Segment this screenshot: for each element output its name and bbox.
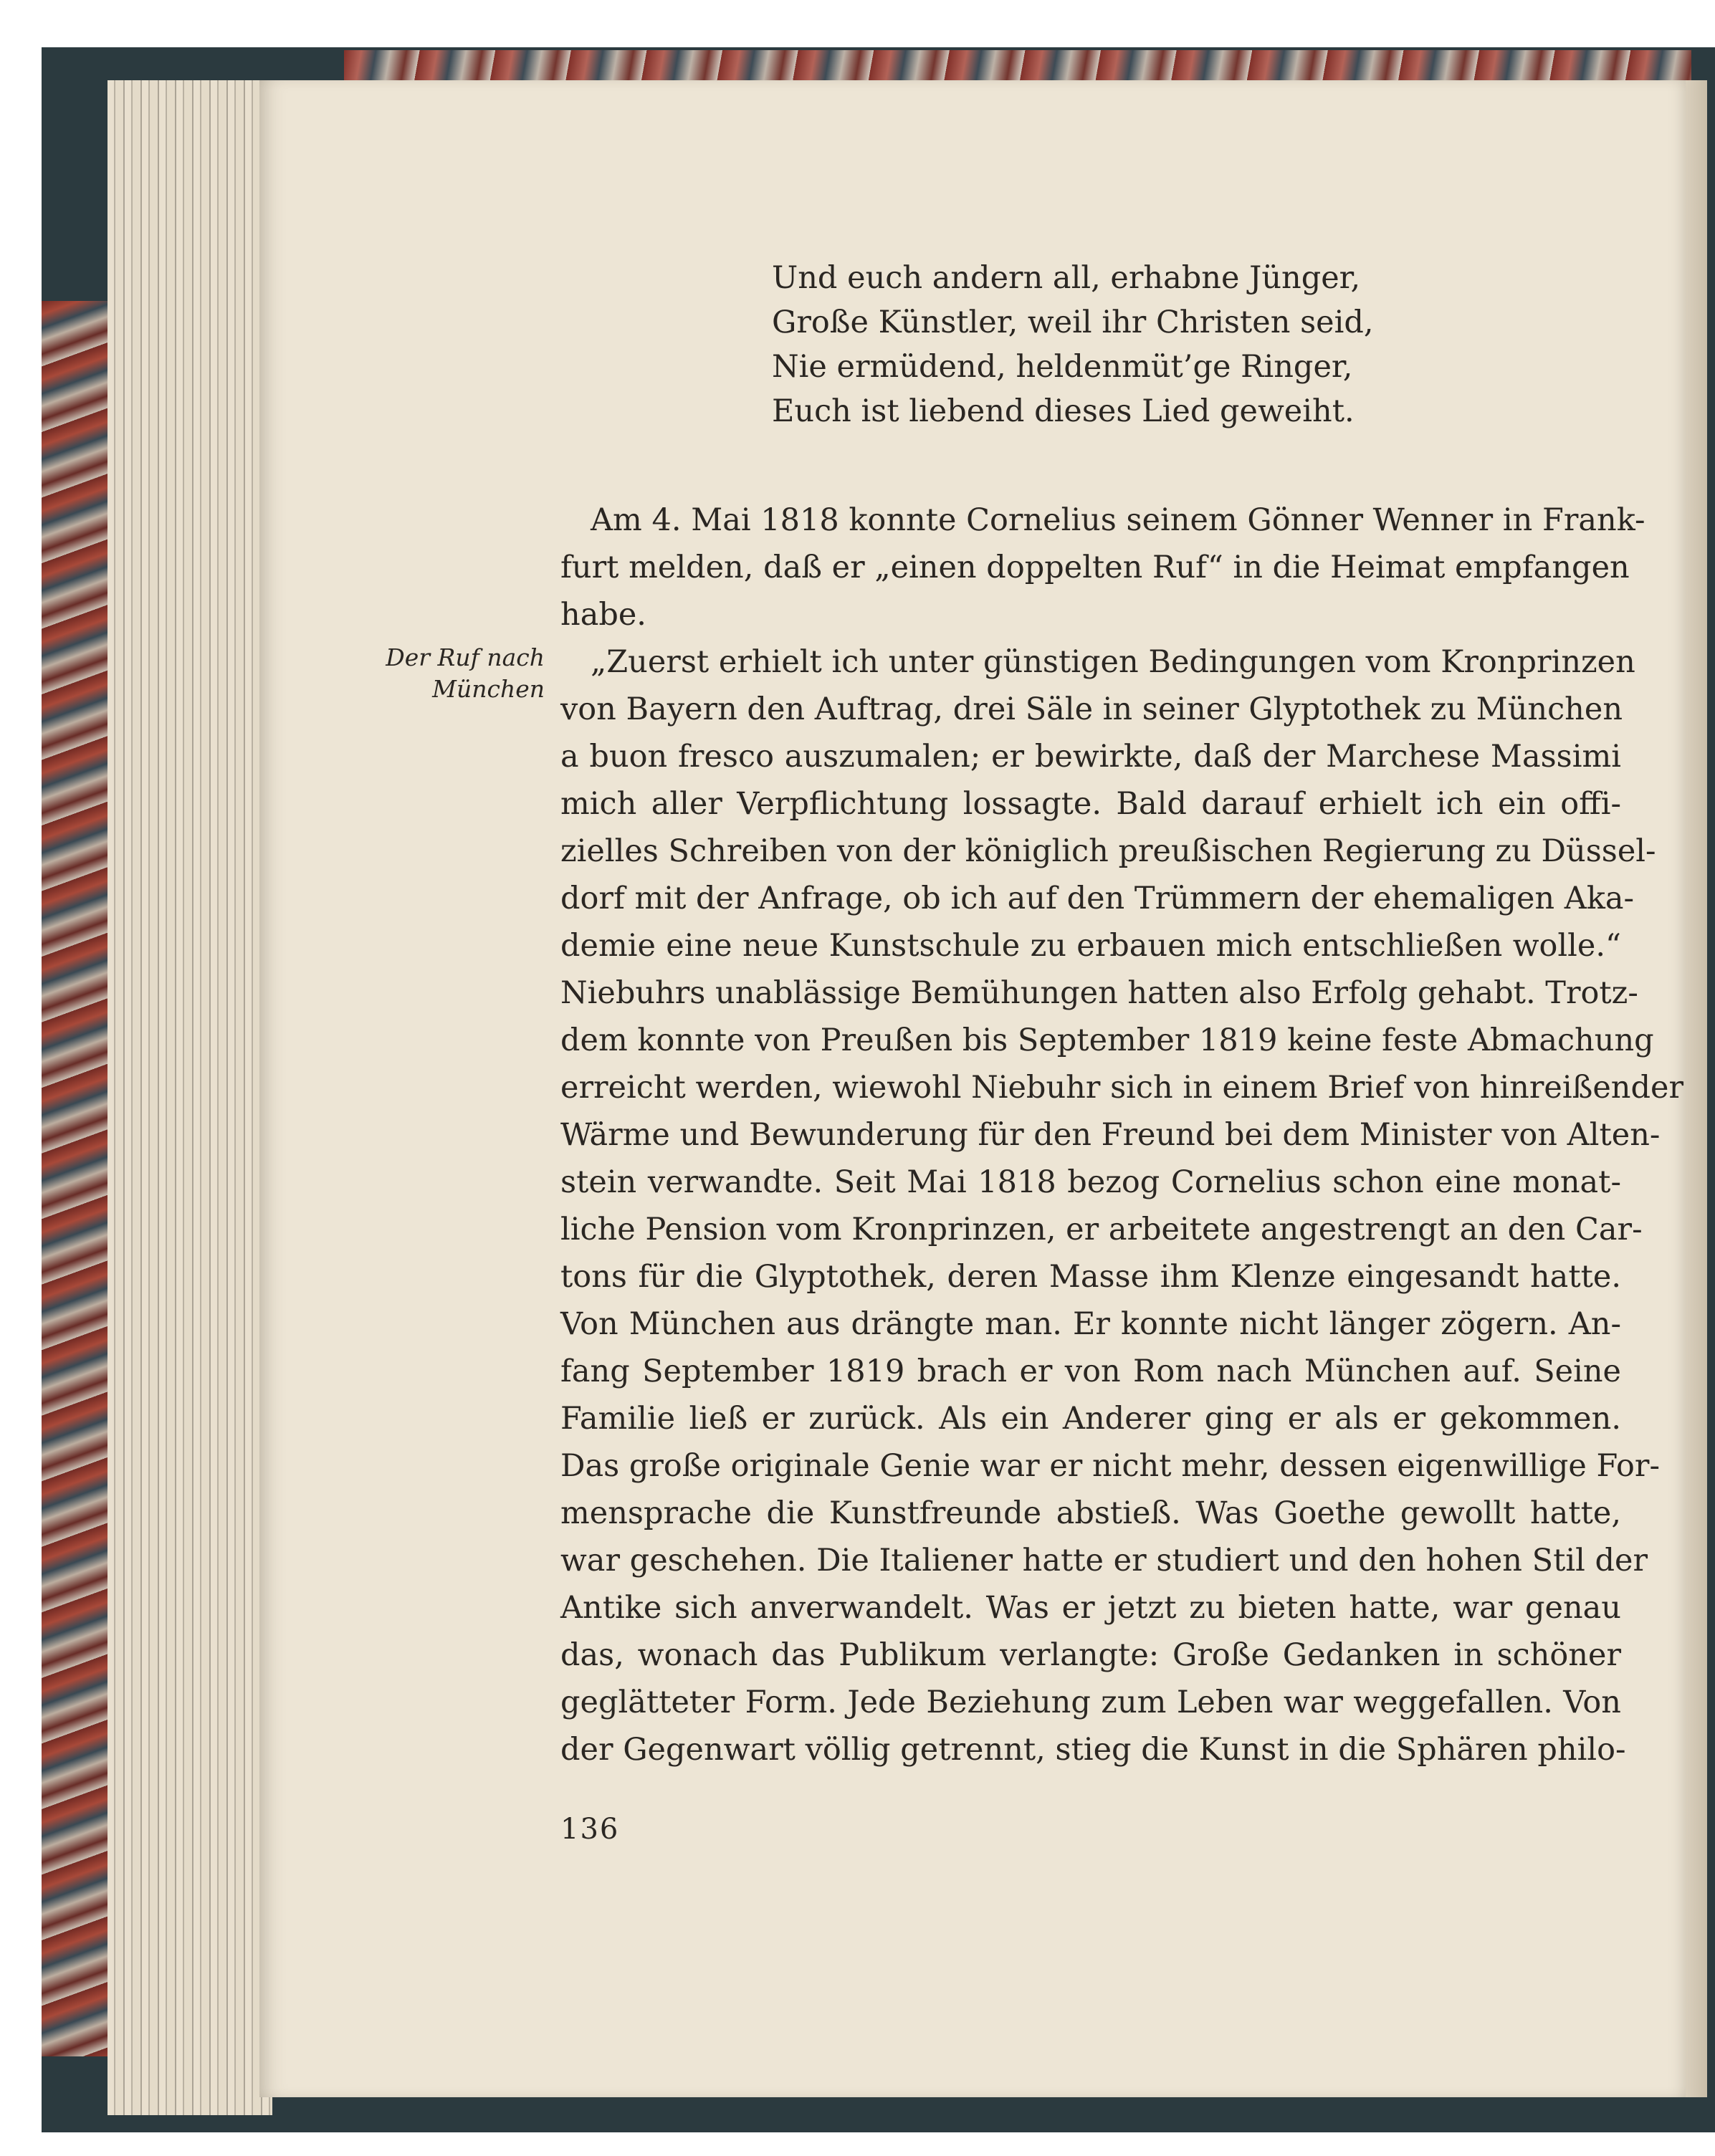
- text-line: erreicht werden, wiewohl Niebuhr sich in einem Brief von hinreißender: [560, 1070, 1684, 1106]
- marginal-note: [337, 642, 545, 705]
- poem-line: Euch ist liebend dieses Lied geweiht.: [772, 393, 1355, 429]
- text-line: Das große originale Genie war er nicht mehr, dessen eigenwillige For-: [560, 1448, 1660, 1484]
- text-line: Niebuhrs unablässige Bemühungen hatten also Erfolg gehabt. Trotz-: [560, 975, 1638, 1011]
- text-line: mensprache die Kunstfreunde abstieß. Was Goethe gewollt hatte,: [560, 1495, 1621, 1531]
- marginal-note-line: Der Ruf nach: [386, 643, 545, 671]
- poem-line: Und euch andern all, erhabne Jünger,: [772, 260, 1361, 296]
- page-stack: [108, 80, 272, 2115]
- text-line: mich aller Verpflichtung lossagte. Bald darauf erhielt ich ein offi-: [560, 786, 1621, 822]
- text-line: stein verwandte. Seit Mai 1818 bezog Cornelius schon eine monat-: [560, 1164, 1621, 1200]
- text-line: „Zuerst erhielt ich unter günstigen Bedingungen vom Kronprinzen: [591, 644, 1635, 680]
- text-line: Wärme und Bewunderung für den Freund bei dem Minister von Alten-: [560, 1117, 1661, 1153]
- text-line: dorf mit der Anfrage, ob ich auf den Trümmern der ehemaligen Aka-: [560, 881, 1635, 916]
- text-line: Familie ließ er zurück. Als ein Anderer ging er als er gekommen.: [560, 1401, 1621, 1437]
- text-line: war geschehen. Die Italiener hatte er studiert und den hohen Stil der: [560, 1543, 1648, 1578]
- text-line: furt melden, daß er „einen doppelten Ruf“ in die Heimat empfangen: [560, 550, 1630, 585]
- text-line: a buon fresco auszumalen; er bewirkte, daß der Marchese Massimi: [560, 739, 1621, 775]
- text-line: zielles Schreiben von der königlich preußischen Regierung zu Düssel-: [560, 833, 1656, 869]
- text-line: habe.: [560, 597, 646, 633]
- poem-line: Große Künstler, weil ihr Christen seid,: [772, 305, 1374, 340]
- text-line: Antike sich anverwandelt. Was er jetzt zu bieten hatte, war genau: [560, 1590, 1621, 1626]
- text-line: demie eine neue Kunstschule zu erbauen mich entschließen wolle.“: [560, 928, 1621, 964]
- text-line: geglätteter Form. Jede Beziehung zum Leben war weggefallen. Von: [560, 1685, 1621, 1720]
- text-line: fang September 1819 brach er von Rom nach München auf. Seine: [560, 1354, 1621, 1389]
- text-line: Am 4. Mai 1818 konnte Cornelius seinem Gönner Wenner in Frank-: [591, 502, 1645, 538]
- text-line: tons für die Glyptothek, deren Masse ihm Klenze eingesandt hatte.: [560, 1259, 1621, 1295]
- poem-line: Nie ermüdend, heldenmüt’ge Ringer,: [772, 349, 1353, 385]
- text-line: der Gegenwart völlig getrennt, stieg die Kunst in die Sphären philo-: [560, 1732, 1626, 1768]
- text-line: Von München aus drängte man. Er konnte nicht länger zögern. An-: [560, 1306, 1621, 1342]
- marginal-note-line: München: [432, 675, 545, 703]
- text-line: von Bayern den Auftrag, drei Säle in seiner Glyptothek zu München: [560, 691, 1623, 727]
- text-line: dem konnte von Preußen bis September 1819 keine feste Abmachung: [560, 1022, 1654, 1058]
- page-number: 136: [560, 1813, 620, 1846]
- text-line: das, wonach das Publikum verlangte: Große Gedanken in schöner: [560, 1637, 1621, 1673]
- page-fore-edge: [1686, 80, 1707, 2097]
- text-line: liche Pension vom Kronprinzen, er arbeitete angestrengt an den Car-: [560, 1212, 1643, 1247]
